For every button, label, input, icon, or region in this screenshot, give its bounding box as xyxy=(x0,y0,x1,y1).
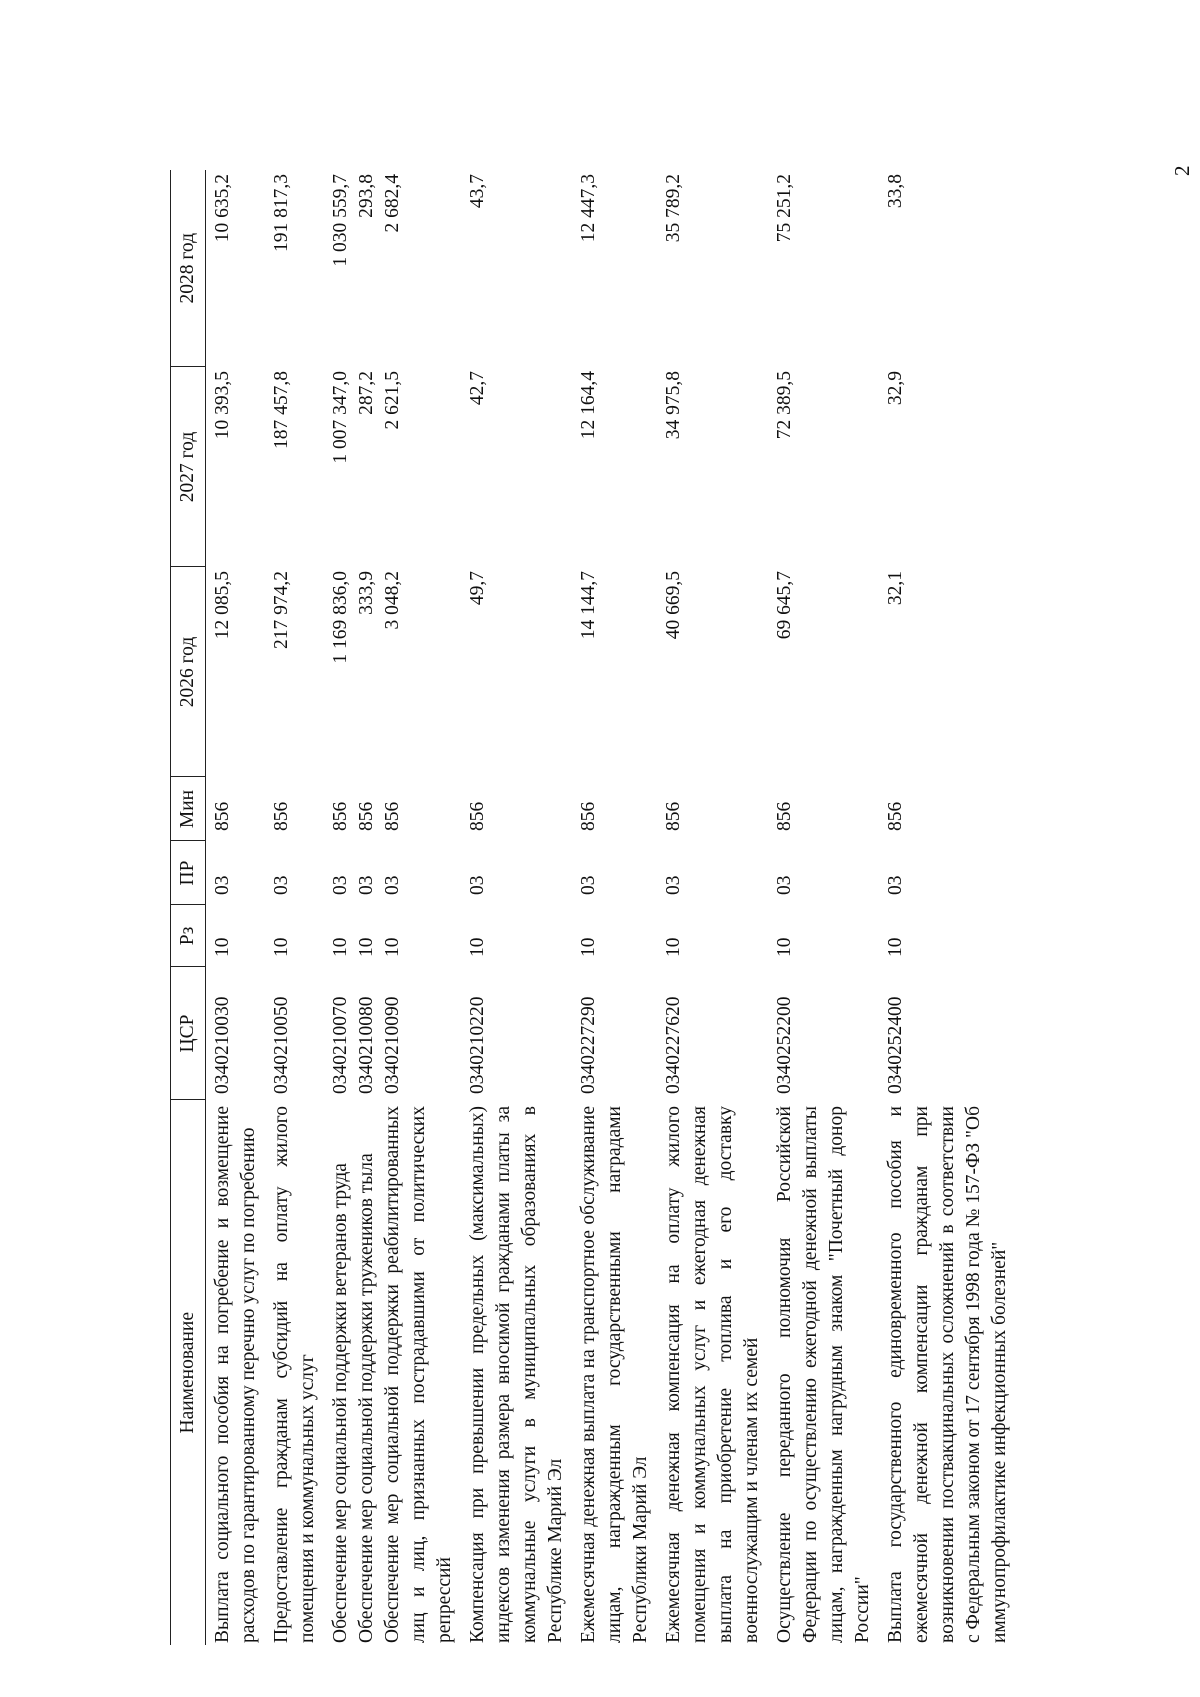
cell-value: 10 xyxy=(774,937,795,957)
cell-value: 856 xyxy=(578,801,599,831)
value-2028-cell xyxy=(265,170,324,367)
value-2026-cell xyxy=(768,567,879,777)
min-cell xyxy=(879,777,1016,841)
cell-value: 03 xyxy=(467,875,488,895)
cell-value: 32,9 xyxy=(885,371,906,406)
cell-value: 10 xyxy=(330,937,351,957)
cell-value: 03 xyxy=(330,875,351,895)
cell-value: 14 144,7 xyxy=(578,571,599,640)
cell-value: 42,7 xyxy=(467,371,488,406)
table-row xyxy=(265,170,324,1645)
rz-cell xyxy=(324,905,461,967)
value-2026-cell xyxy=(206,567,266,777)
cell-value: 10 393,5 xyxy=(212,371,233,440)
header-name: Наименование xyxy=(171,1100,206,1645)
cell-value: 03 xyxy=(356,875,377,895)
cell-value: 0340252400 xyxy=(885,996,906,1094)
min-cell xyxy=(768,777,879,841)
cell-value: 49,7 xyxy=(467,571,488,606)
value-2028-cell xyxy=(879,170,1016,367)
pr-cell xyxy=(572,841,657,905)
cell-value: 10 xyxy=(212,937,233,957)
csr-cell xyxy=(657,967,768,1100)
cell-value: 03 xyxy=(774,875,795,895)
cell-value: 03 xyxy=(578,875,599,895)
cell-value: 287,2 xyxy=(356,371,377,415)
name-cell: Осуществление переданного полномочия Российской Федерации по осуществлению ежегодной денежной выплаты лицам, награжденным нагрудным знаком "Почетный донор России" xyxy=(774,1106,873,1643)
min-cell xyxy=(265,777,324,841)
min-cell xyxy=(572,777,657,841)
cell-value: 0340210080 xyxy=(356,996,377,1094)
cell-value: 75 251,2 xyxy=(774,174,795,243)
cell-value: 1 007 347,0 xyxy=(330,371,351,464)
cell-value: 03 xyxy=(885,875,906,895)
name-cell: Компенсация при превышении предельных (максимальных) индексов изменения размера вносимой гражданами платы за коммунальные услуги в муниципальных образованиях в Республике Марий Эл xyxy=(467,1106,566,1643)
value-2028-cell xyxy=(461,170,572,367)
rotated-page-content xyxy=(170,170,1050,1645)
name-cell: Выплата государственного единовременного пособия и ежемесячной денежной компенсации гражданам при возникновении поствакцинальных осложнений в соответствии с Федеральным законом от 17 сентября 1998 года № 157-ФЗ "Об иммунопрофилактике инфекционных болезней" xyxy=(885,1106,1010,1643)
cell-value: 12 164,4 xyxy=(578,371,599,440)
csr-cell xyxy=(572,967,657,1100)
pr-cell xyxy=(879,841,1016,905)
cell-value: 217 974,2 xyxy=(271,571,292,649)
cell-value: 0340210090 xyxy=(382,996,403,1094)
cell-value: 187 457,8 xyxy=(271,371,292,449)
min-cell xyxy=(657,777,768,841)
cell-value: 35 789,2 xyxy=(663,174,684,243)
value-2027-cell xyxy=(768,367,879,567)
value-2026-cell xyxy=(879,567,1016,777)
page-number: 2 xyxy=(1170,165,1194,176)
header-rz: Рз xyxy=(171,905,206,967)
cell-value: 03 xyxy=(663,875,684,895)
cell-value: 69 645,7 xyxy=(774,571,795,640)
value-2026-cell xyxy=(572,567,657,777)
cell-value: 10 xyxy=(356,937,377,957)
table-row xyxy=(879,170,1016,1645)
table-row xyxy=(657,170,768,1645)
table-row xyxy=(768,170,879,1645)
name-line: Обеспечение мер социальной поддержки реабилитированных лиц и лиц, признанных пострадавшими от политических репрессий xyxy=(382,1106,455,1643)
min-cell xyxy=(206,777,266,841)
cell-value: 856 xyxy=(774,801,795,831)
cell-value: 191 817,3 xyxy=(271,174,292,252)
table-row xyxy=(324,170,461,1645)
cell-value: 33,8 xyxy=(885,174,906,209)
value-2026-cell xyxy=(657,567,768,777)
cell-value: 0340210070 xyxy=(330,996,351,1094)
value-2027-cell xyxy=(324,367,461,567)
cell-value: 10 xyxy=(578,937,599,957)
header-2028: 2028 год xyxy=(171,170,206,367)
value-2026-cell xyxy=(461,567,572,777)
value-2026-cell xyxy=(324,567,461,777)
header-min: Мин xyxy=(171,777,206,841)
cell-value: 1 169 836,0 xyxy=(330,571,351,664)
name-cell: Предоставление гражданам субсидий на оплату жилого помещения и коммунальных услуг xyxy=(271,1106,318,1643)
value-2027-cell xyxy=(265,367,324,567)
pr-cell xyxy=(206,841,266,905)
cell-value: 2 682,4 xyxy=(382,174,403,233)
cell-value: 10 xyxy=(382,937,403,957)
cell-value: 333,9 xyxy=(356,571,377,615)
cell-value: 1 030 559,7 xyxy=(330,174,351,267)
table-header-row xyxy=(171,170,206,1645)
name-cell: Ежемесячная денежная компенсация на оплату жилого помещения и коммунальных услуг и ежегодная денежная выплата на приобретение топлива и его доставку военнослужащим и членам их семей xyxy=(663,1106,762,1643)
min-cell xyxy=(461,777,572,841)
cell-value: 0340210050 xyxy=(271,996,292,1094)
name-cell xyxy=(324,1100,461,1645)
table-row xyxy=(461,170,572,1645)
pr-cell xyxy=(768,841,879,905)
value-2026-cell xyxy=(265,567,324,777)
cell-value: 0340227290 xyxy=(578,996,599,1094)
min-cell xyxy=(324,777,461,841)
value-2027-cell xyxy=(657,367,768,567)
header-pr: ПР xyxy=(171,841,206,905)
header-2026: 2026 год xyxy=(171,567,206,777)
cell-value: 72 389,5 xyxy=(774,371,795,440)
rz-cell xyxy=(461,905,572,967)
budget-table xyxy=(170,170,1016,1645)
cell-value: 856 xyxy=(467,801,488,831)
name-line: Обеспечение мер социальной поддержки ветеранов труда xyxy=(330,1163,351,1643)
cell-value: 10 xyxy=(885,937,906,957)
value-2028-cell xyxy=(572,170,657,367)
rz-cell xyxy=(206,905,266,967)
name-cell: Выплата социального пособия на погребение и возмещение расходов по гарантированному перечню услуг по погребению xyxy=(212,1106,259,1643)
header-2027: 2027 год xyxy=(171,367,206,567)
cell-value: 12 085,5 xyxy=(212,571,233,640)
value-2028-cell xyxy=(206,170,266,367)
cell-value: 856 xyxy=(356,801,377,831)
rz-cell xyxy=(572,905,657,967)
cell-value: 10 635,2 xyxy=(212,174,233,243)
cell-value: 10 xyxy=(271,937,292,957)
cell-value: 10 xyxy=(467,937,488,957)
cell-value: 2 621,5 xyxy=(382,371,403,430)
value-2028-cell xyxy=(324,170,461,367)
rz-cell xyxy=(879,905,1016,967)
table-row xyxy=(572,170,657,1645)
cell-value: 0340227620 xyxy=(663,996,684,1094)
value-2028-cell xyxy=(768,170,879,367)
cell-value: 856 xyxy=(271,801,292,831)
cell-value: 856 xyxy=(382,801,403,831)
rz-cell xyxy=(657,905,768,967)
csr-cell xyxy=(461,967,572,1100)
pr-cell xyxy=(324,841,461,905)
cell-value: 34 975,8 xyxy=(663,371,684,440)
value-2027-cell xyxy=(461,367,572,567)
csr-cell xyxy=(206,967,266,1100)
pr-cell xyxy=(461,841,572,905)
name-line: Обеспечение мер социальной поддержки тружеников тыла xyxy=(356,1153,377,1643)
pr-cell xyxy=(657,841,768,905)
cell-value: 03 xyxy=(212,875,233,895)
cell-value: 856 xyxy=(212,801,233,831)
value-2027-cell xyxy=(206,367,266,567)
value-2028-cell xyxy=(657,170,768,367)
cell-value: 03 xyxy=(271,875,292,895)
cell-value: 856 xyxy=(885,801,906,831)
value-2027-cell xyxy=(572,367,657,567)
cell-value: 0340210030 xyxy=(212,996,233,1094)
cell-value: 03 xyxy=(382,875,403,895)
header-csr: ЦСР xyxy=(171,967,206,1100)
csr-cell xyxy=(879,967,1016,1100)
cell-value: 856 xyxy=(663,801,684,831)
value-2027-cell xyxy=(879,367,1016,567)
cell-value: 10 xyxy=(663,937,684,957)
rz-cell xyxy=(768,905,879,967)
cell-value: 32,1 xyxy=(885,571,906,606)
cell-value: 0340210220 xyxy=(467,996,488,1094)
pr-cell xyxy=(265,841,324,905)
cell-value: 856 xyxy=(330,801,351,831)
csr-cell xyxy=(265,967,324,1100)
cell-value: 40 669,5 xyxy=(663,571,684,640)
cell-value: 12 447,3 xyxy=(578,174,599,243)
table-row xyxy=(206,170,266,1645)
cell-value: 293,8 xyxy=(356,174,377,218)
name-cell: Ежемесячная денежная выплата на транспортное обслуживание лицам, награжденным государственными наградами Республики Марий Эл xyxy=(578,1106,651,1643)
cell-value: 0340252200 xyxy=(774,996,795,1094)
cell-value: 43,7 xyxy=(467,174,488,209)
cell-value: 3 048,2 xyxy=(382,571,403,630)
rz-cell xyxy=(265,905,324,967)
csr-cell xyxy=(324,967,461,1100)
csr-cell xyxy=(768,967,879,1100)
